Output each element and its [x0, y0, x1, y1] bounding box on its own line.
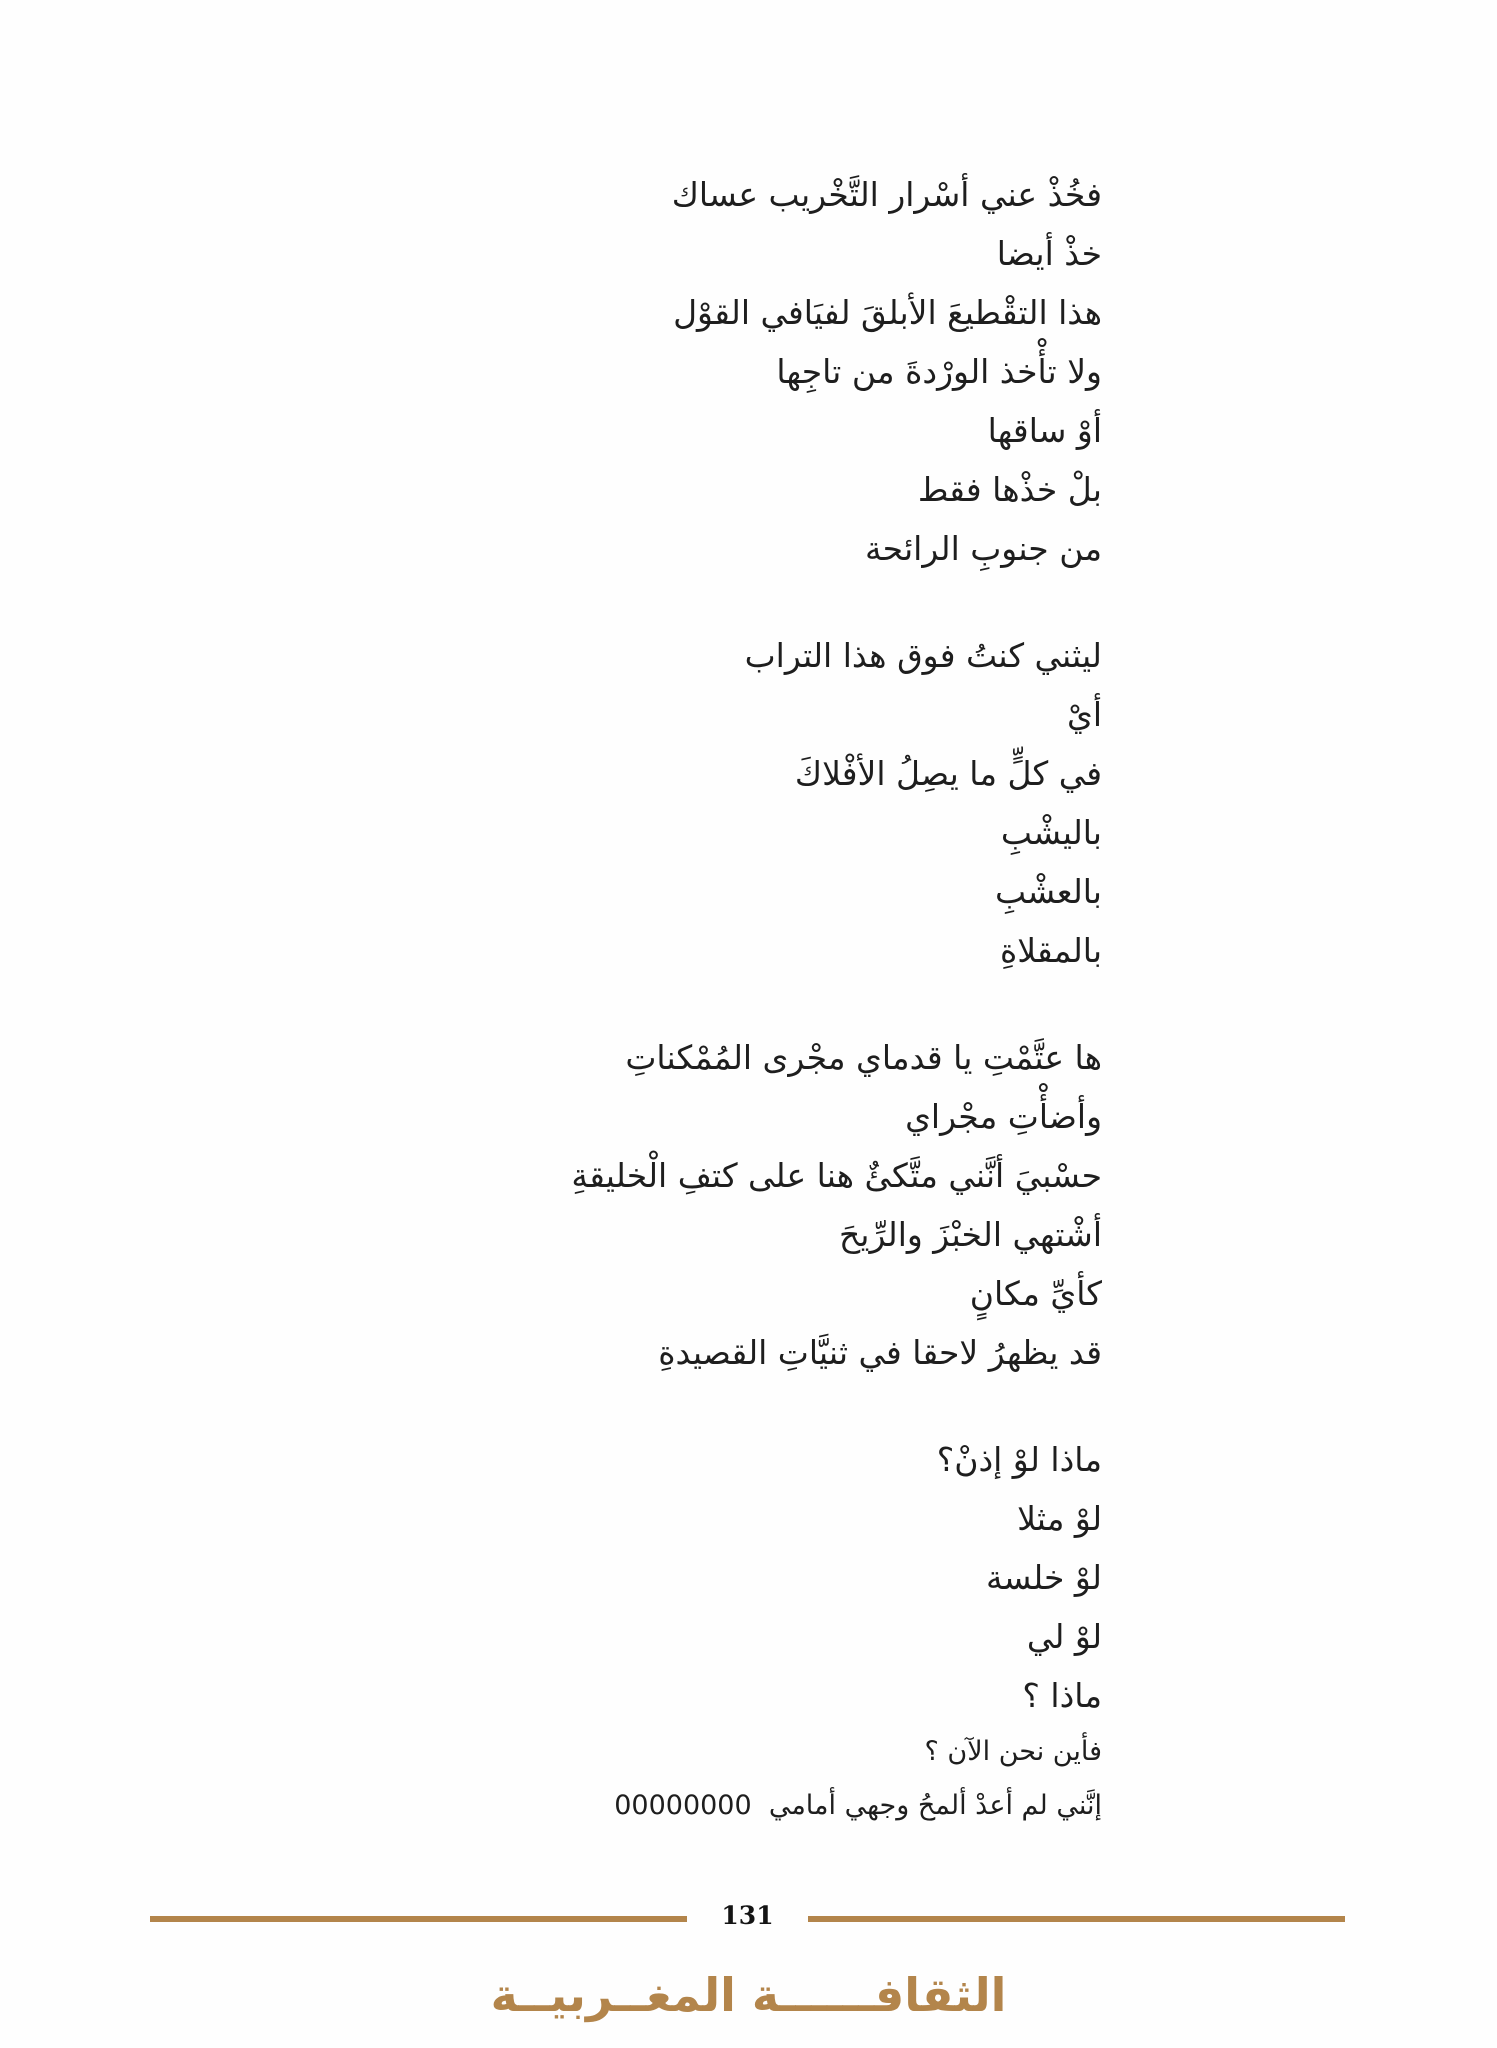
poem-line: فأين نحن الآن ؟ — [924, 1736, 1102, 1767]
poem-line: حسْبيَ أنَّني متَّكئٌ هنا على كتفِ الْخليقةِ — [571, 1156, 1102, 1195]
poem-stanza-small — [120, 1725, 1102, 1833]
poem-line: كأيِّ مكانٍ — [969, 1274, 1102, 1313]
poem-stanza — [120, 626, 1102, 980]
poem-line: أيْ — [1067, 695, 1102, 734]
poem-line: هذا التقْطيعَ الأبلقَ لفيَافي القوْل — [673, 293, 1102, 332]
poem-line: لوْ لي — [1026, 1617, 1102, 1656]
poem-line: لوْ مثلا — [1017, 1499, 1102, 1538]
poem-line: ها عتَّمْتِ يا قدماي مجْرى المُمْكناتِ — [625, 1038, 1102, 1077]
poem-line: من جنوبِ الرائحة — [864, 529, 1102, 568]
poem-line: بالمقلاةِ — [999, 931, 1102, 970]
poem-line: أوْ ساقها — [987, 411, 1102, 450]
poem-line: ماذا لوْ إذنْ؟ — [936, 1440, 1102, 1479]
poem-line: بالعشْبِ — [994, 872, 1102, 911]
poem-line: ليثني كنتُ فوق هذا التراب — [744, 636, 1102, 675]
poem-line: لوْ خلسة — [985, 1558, 1102, 1597]
poem-line: أشْتهي الخبْزَ والرِّيحَ — [838, 1215, 1102, 1254]
poem-line: قد يظهرُ لاحقا في ثنيَّاتِ القصيدةِ — [658, 1333, 1102, 1372]
poem-line: باليشْبِ — [1000, 813, 1102, 852]
poem-line: وأضأْتِ مجْراي — [905, 1097, 1102, 1136]
poem-line: فخُذْ عني أسْرار التَّخْريب عساك — [671, 175, 1102, 214]
poem-stanza — [120, 1028, 1102, 1382]
poem-stanza — [120, 1430, 1102, 1725]
poem-line: إنَّني لم أعدْ ألمحُ وجهي أمامي 00000000 — [614, 1790, 1102, 1821]
poem-line: ولا تأْخذ الورْدةَ من تاجِها — [776, 352, 1102, 391]
footer-rule-right — [808, 1916, 1345, 1922]
poem-stanza — [120, 165, 1102, 578]
footer-divider — [150, 1895, 1345, 1935]
poem — [120, 165, 1102, 1833]
poem-line: في كلٍّ ما يصِلُ الأفْلاكَ — [794, 754, 1102, 793]
poem-line: ماذا ؟ — [1022, 1676, 1102, 1715]
poem-line: خذْ أيضا — [996, 234, 1102, 273]
page-number: 131 — [721, 1900, 774, 1930]
journal-logo: الثقافــــــة المغــربيــة — [490, 1968, 1007, 2022]
poem-line: بلْ خذْها فقط — [917, 470, 1102, 509]
footer-rule-left — [150, 1916, 687, 1922]
